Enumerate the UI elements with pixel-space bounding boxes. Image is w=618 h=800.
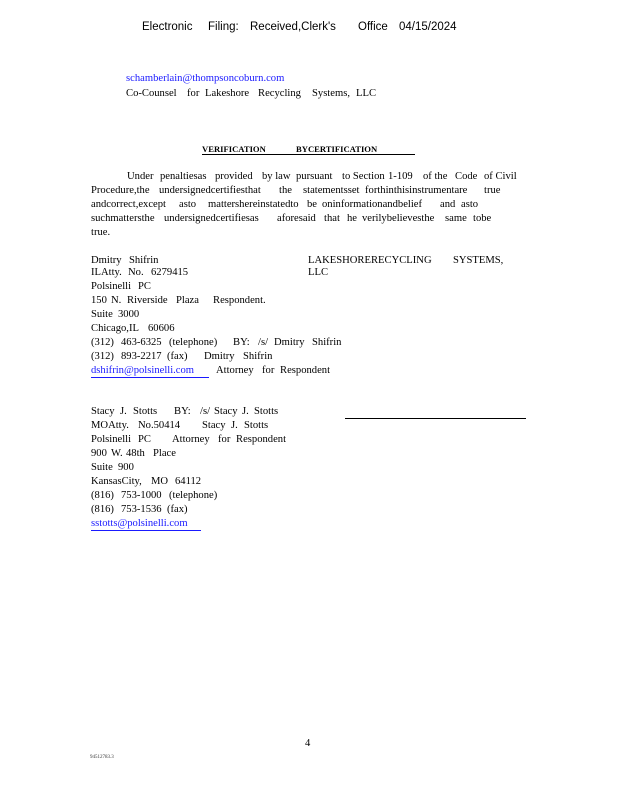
- page-number: 4: [305, 738, 311, 749]
- word: 753-1536: [121, 504, 162, 515]
- word: Procedure,the: [91, 185, 150, 196]
- word: Dmitry: [91, 255, 122, 266]
- word: of Civil: [484, 171, 517, 182]
- word: PC: [138, 281, 151, 292]
- sstotts-email-underline: [91, 530, 201, 531]
- word: verilybelievesthe: [362, 213, 435, 224]
- word: Respondent.: [213, 295, 266, 306]
- word: Co-Counsel: [126, 88, 177, 99]
- word: KansasCity,: [91, 476, 142, 487]
- word: Dmitry: [274, 337, 305, 348]
- word: J.: [120, 406, 127, 417]
- word: /s/: [200, 406, 211, 417]
- word: statementsset: [303, 185, 360, 196]
- word: ILAtty.: [91, 267, 122, 278]
- word: undersignedcertifiesthat: [159, 185, 261, 196]
- word: (312): [91, 337, 114, 348]
- word: 753-1000: [121, 490, 162, 501]
- word: andcorrect,except: [91, 199, 166, 210]
- word: Shifrin: [129, 255, 159, 266]
- word: No.: [128, 267, 144, 278]
- word: 150: [91, 295, 107, 306]
- word: penaltiesas: [160, 171, 207, 182]
- word: Recycling: [258, 88, 301, 99]
- word: Shifrin: [243, 351, 273, 362]
- word: (telephone): [169, 337, 218, 348]
- word: to Section: [342, 171, 385, 182]
- dshifrin-email-link[interactable]: dshifrin@polsinelli.com: [91, 365, 195, 376]
- co-counsel-email-link[interactable]: schamberlain@thompsoncoburn.com: [126, 73, 285, 84]
- word: 3000: [118, 309, 140, 320]
- word: Suite: [91, 309, 113, 320]
- signature-line: [345, 418, 526, 419]
- word: (telephone): [169, 490, 218, 501]
- word: true: [484, 185, 501, 196]
- word: BY:: [233, 337, 250, 348]
- word: by law: [262, 171, 291, 182]
- header-office: Office: [358, 21, 388, 33]
- word: Stacy: [91, 406, 115, 417]
- word: of the: [423, 171, 448, 182]
- word: 900: [118, 462, 134, 473]
- word: Under: [127, 171, 154, 182]
- word: Lakeshore: [205, 88, 250, 99]
- header-electronic: Electronic: [142, 21, 193, 33]
- word: Attorney: [172, 434, 210, 445]
- header-date: 04/15/2024: [399, 21, 457, 33]
- word: true.: [91, 227, 111, 238]
- word: the: [279, 185, 292, 196]
- header-filing: Filing:: [208, 21, 239, 33]
- word: pursuant: [296, 171, 333, 182]
- document-id: 94512783.3: [90, 755, 114, 760]
- word: Riverside: [127, 295, 168, 306]
- word: PC: [138, 434, 151, 445]
- title-certification: BYCERTIFICATION: [296, 144, 378, 154]
- word: 64112: [175, 476, 202, 487]
- word: Stotts: [254, 406, 279, 417]
- word: BY:: [174, 406, 191, 417]
- word: Stacy: [202, 420, 226, 431]
- word: suchmattersthe: [91, 213, 155, 224]
- word: (fax): [167, 504, 188, 515]
- word: LAKESHORERECYCLING: [308, 255, 432, 266]
- word: 1-109: [388, 171, 413, 182]
- word: Polsinelli: [91, 434, 132, 445]
- word: for: [262, 365, 275, 376]
- dshifrin-email-underline: [91, 377, 209, 378]
- word: for: [187, 88, 200, 99]
- word: MO: [151, 476, 169, 487]
- word: SYSTEMS,: [453, 255, 504, 266]
- word: MOAtty.: [91, 420, 129, 431]
- word: Polsinelli: [91, 281, 132, 292]
- word: Stotts: [133, 406, 158, 417]
- word: (816): [91, 490, 114, 501]
- word: Systems,: [312, 88, 350, 99]
- sstotts-email-link[interactable]: sstotts@polsinelli.com: [91, 518, 188, 529]
- title-underline: [202, 154, 415, 155]
- word: No.50414: [138, 420, 181, 431]
- word: 900: [91, 448, 107, 459]
- word: asto: [179, 199, 197, 210]
- word: 6279415: [151, 267, 189, 278]
- word: asto: [461, 199, 479, 210]
- word: undersignedcertifiesas: [164, 213, 259, 224]
- word: be: [307, 199, 317, 210]
- word: aforesaid: [277, 213, 316, 224]
- word: Chicago,IL: [91, 323, 139, 334]
- word: 463-6325: [121, 337, 162, 348]
- word: /s/: [258, 337, 269, 348]
- word: Suite: [91, 462, 113, 473]
- word: J.: [231, 420, 238, 431]
- word: Respondent: [236, 434, 287, 445]
- word: 60606: [148, 323, 175, 334]
- word: J.: [242, 406, 249, 417]
- word: LLC: [356, 88, 377, 99]
- word: provided: [215, 171, 253, 182]
- word: Respondent: [280, 365, 331, 376]
- word: Dmitry: [204, 351, 235, 362]
- header-received: Received,Clerk's: [250, 21, 336, 33]
- word: he: [347, 213, 357, 224]
- word: oninformationandbelief: [322, 199, 423, 210]
- word: Shifrin: [312, 337, 342, 348]
- word: Plaza: [176, 295, 199, 306]
- word: forthinthisinstrumentare: [365, 185, 468, 196]
- word: and: [440, 199, 456, 210]
- word: (312): [91, 351, 114, 362]
- title-verification: VERIFICATION: [202, 144, 266, 154]
- word: tobe: [473, 213, 492, 224]
- word: same: [445, 213, 467, 224]
- word: 48th: [126, 448, 145, 459]
- word: Place: [153, 448, 176, 459]
- word: Code: [455, 171, 478, 182]
- word: (fax): [167, 351, 188, 362]
- word: Stacy: [214, 406, 238, 417]
- word: W.: [111, 448, 123, 459]
- word: Attorney: [216, 365, 254, 376]
- word: LLC: [308, 267, 329, 278]
- word: 893-2217: [121, 351, 162, 362]
- word: that: [324, 213, 340, 224]
- word: mattershereinstatedto: [208, 199, 299, 210]
- word: for: [218, 434, 231, 445]
- word: Stotts: [244, 420, 269, 431]
- word: N.: [111, 295, 122, 306]
- word: (816): [91, 504, 114, 515]
